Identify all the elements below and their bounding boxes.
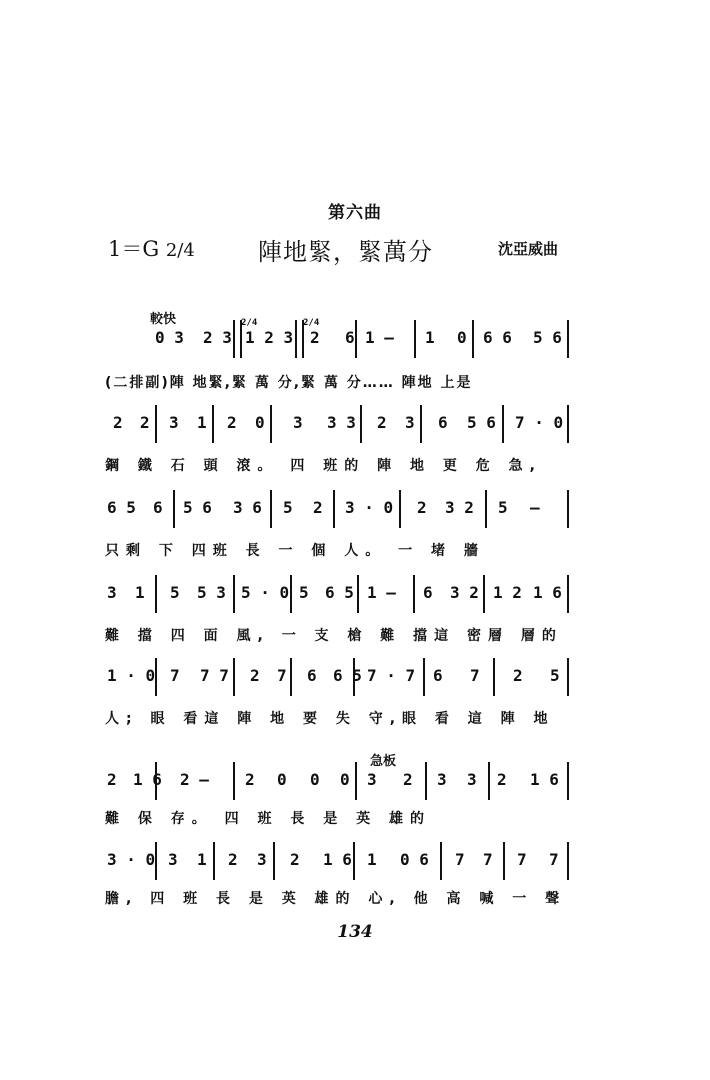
note: 1 2 <box>493 583 522 602</box>
note: 1 6 <box>530 770 559 789</box>
music-system <box>105 320 570 358</box>
note: 2 <box>227 413 237 432</box>
key-signature: 1＝G 2/4 <box>108 237 195 261</box>
note: 3 · 0 <box>107 850 156 869</box>
note: 0 3 <box>155 328 184 347</box>
note: 2 <box>403 770 413 789</box>
note: 6 5 <box>107 498 136 517</box>
note: 7 · 7 <box>367 666 416 685</box>
note: 3 <box>107 583 117 602</box>
note: 6 <box>153 498 163 517</box>
note: 7 <box>455 850 465 869</box>
note: 6 <box>433 666 443 685</box>
composer: 沈亞威曲 <box>498 240 559 258</box>
note: 2 <box>245 770 255 789</box>
note: 1 — <box>367 583 396 602</box>
note: 0 <box>340 770 350 789</box>
lyrics-line: 膽, 四 班 長 是 英 雄的 心, 他 高 喊 一 聲 <box>105 891 567 907</box>
note: 5 · 0 <box>241 583 290 602</box>
meter: 2/4 <box>241 318 258 328</box>
music-system <box>105 762 570 800</box>
note: 2 <box>310 328 320 347</box>
note: 5 <box>283 498 293 517</box>
lyrics-line: 人; 眼 看這 陣 地 要 失 守,眼 看 這 陣 地 <box>105 711 555 727</box>
note: 7 <box>483 850 493 869</box>
note: 2 <box>250 666 260 685</box>
note: 2 <box>107 770 117 789</box>
note: 2 3 <box>203 328 232 347</box>
note: 1 6 <box>133 770 162 789</box>
lyrics-line: 難 保 存。 四 班 長 是 英 雄的 <box>105 811 431 827</box>
note: 5 6 <box>183 498 212 517</box>
note: 5 <box>170 583 180 602</box>
note: 6 <box>423 583 433 602</box>
note: 2 <box>417 498 427 517</box>
note: 5 3 <box>197 583 226 602</box>
note: 2 <box>228 850 238 869</box>
note: 2 <box>313 498 323 517</box>
note: 3 2 <box>445 498 474 517</box>
note: 3 <box>467 770 477 789</box>
note: 2 <box>290 850 300 869</box>
lyrics-line: (二排副)陣 地緊,緊 萬 分,緊 萬 分…… 陣地 上是 <box>105 375 473 391</box>
lyrics-line: 鋼 鐵 石 頭 滾。 四 班的 陣 地 更 危 急, <box>105 458 542 474</box>
meter: 2/4 <box>165 240 195 261</box>
note: 3 <box>437 770 447 789</box>
note: 1 — <box>365 328 394 347</box>
note: 3 <box>257 850 267 869</box>
note: — <box>530 498 540 517</box>
note: 5 6 <box>533 328 562 347</box>
note: 6 5 <box>333 666 362 685</box>
page-number: 134 <box>337 922 373 942</box>
note: 1 · 0 <box>107 666 156 685</box>
note: 0 <box>277 770 287 789</box>
note: 3 <box>293 413 303 432</box>
note: 0 6 <box>400 850 429 869</box>
note: 1 <box>425 328 435 347</box>
note: 7 · 0 <box>515 413 564 432</box>
tempo-mark-later: 急板 <box>370 754 397 769</box>
note: 3 · 0 <box>345 498 394 517</box>
note: 3 3 <box>327 413 356 432</box>
note: 5 <box>498 498 508 517</box>
note: 3 <box>405 413 415 432</box>
music-system <box>105 575 570 613</box>
note: 3 <box>169 413 179 432</box>
note: 7 <box>170 666 180 685</box>
note: 6 <box>345 328 355 347</box>
note: 2 <box>497 770 507 789</box>
note: 1 <box>197 850 207 869</box>
tempo-mark: 較快 <box>150 312 177 327</box>
meter: 2/4 <box>303 318 320 328</box>
note: 3 <box>168 850 178 869</box>
note: 6 5 <box>325 583 354 602</box>
note: 2 <box>513 666 523 685</box>
note: 1 6 <box>323 850 352 869</box>
note: 3 6 <box>233 498 262 517</box>
note: 1 <box>367 850 377 869</box>
note: 5 <box>299 583 309 602</box>
note: 0 <box>310 770 320 789</box>
note: 5 6 <box>467 413 496 432</box>
note: 6 6 <box>483 328 512 347</box>
note: 7 <box>549 850 559 869</box>
lyrics-line: 難 擋 四 面 風, 一 支 槍 難 擋這 密層 層的 <box>105 628 563 644</box>
note: 0 <box>457 328 467 347</box>
note: 7 7 <box>200 666 229 685</box>
song-title: 陣地緊，緊萬分 <box>258 238 433 266</box>
music-system <box>105 658 570 696</box>
music-system <box>105 490 570 528</box>
note: 0 <box>255 413 265 432</box>
note: 1 <box>197 413 207 432</box>
lyrics-line: 只剩 下 四班 長 一 個 人。 一 堵 牆 <box>105 543 485 559</box>
note: 3 2 <box>450 583 479 602</box>
note: 6 <box>307 666 317 685</box>
music-system <box>105 405 570 443</box>
note: 1 <box>135 583 145 602</box>
note: 5 <box>550 666 560 685</box>
note: 7 <box>470 666 480 685</box>
section-title: 第六曲 <box>328 203 382 223</box>
note: 2 <box>377 413 387 432</box>
music-system <box>105 842 570 880</box>
note: 1 2 3 <box>245 328 294 347</box>
note: 2 <box>113 413 123 432</box>
note: 2 <box>140 413 150 432</box>
note: 7 <box>277 666 287 685</box>
note: 7 <box>517 850 527 869</box>
note: 3 <box>367 770 377 789</box>
note: 6 <box>438 413 448 432</box>
note: 2 — <box>180 770 209 789</box>
note: 1 6 <box>533 583 562 602</box>
